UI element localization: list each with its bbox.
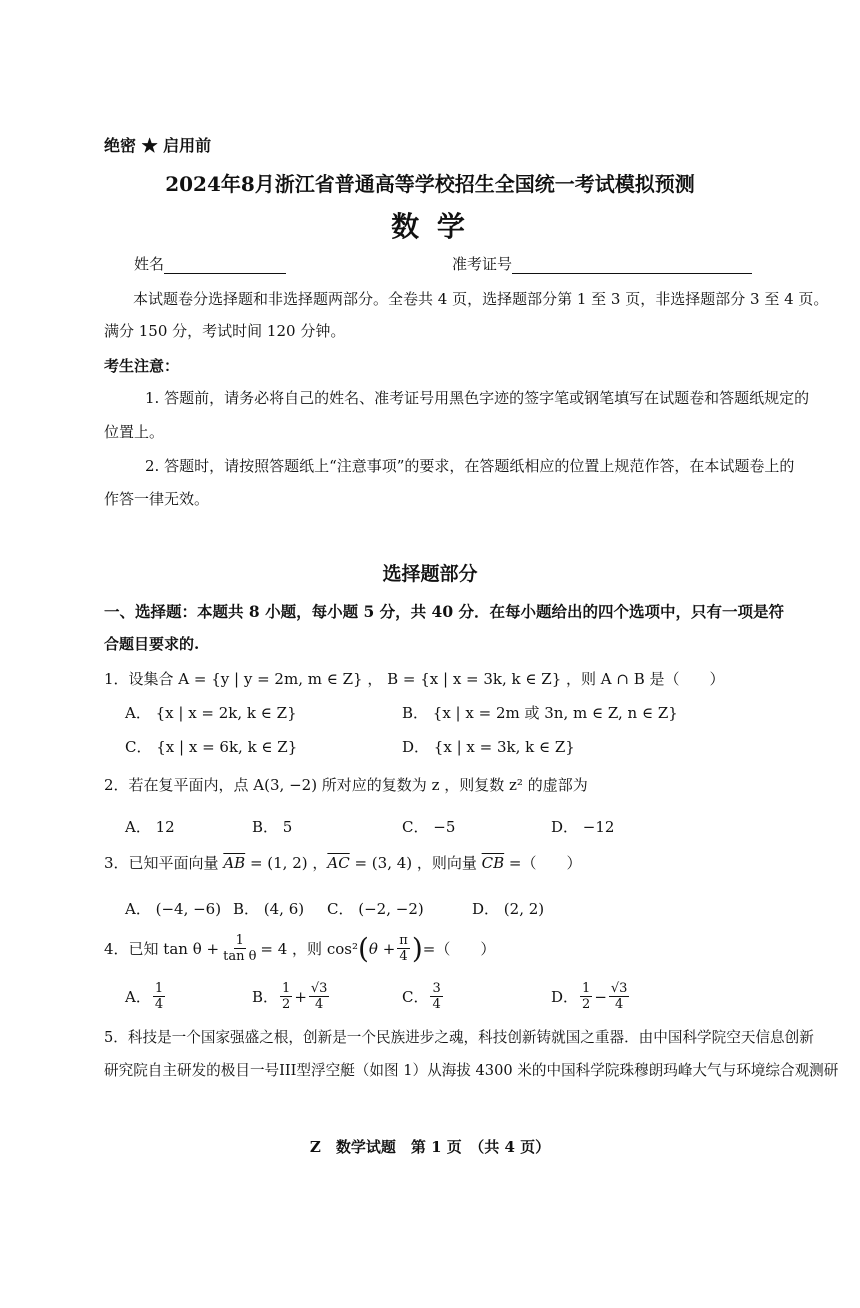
q4-d-d2: 4 — [615, 997, 624, 1012]
q2-option-d[interactable]: D． −12 — [551, 818, 615, 836]
q4-option-a-fraction — [153, 982, 165, 1011]
q4-a-den: 4 — [154, 997, 164, 1012]
q4-d-n1: 1 — [582, 981, 591, 996]
id-field[interactable] — [452, 253, 752, 274]
intro-line1: 本试题卷分选择题和非选择题两部分。全卷共 4 页，选择题部分第 1 至 3 页，非选择题部分 3 至 4 页。 — [133, 290, 829, 308]
q4-paren-open: ( — [357, 931, 369, 965]
q4-theta-plus: θ + — [368, 939, 396, 958]
q3-stem-eq1: = (1, 2) ， — [245, 854, 328, 872]
notice-item2-line1: 2. 答题时，请按照答题纸上“注意事项”的要求，在答题纸相应的位置上规范作答，在本试题卷上的 — [145, 457, 795, 475]
q4-paren-close: ) — [411, 931, 423, 965]
q5-line2: 研究院自主研发的极目一号III型浮空艇（如图 1）从海拔 4300 米的中国科学院珠穆朗玛峰大气与环境综合观测研 — [104, 1062, 839, 1079]
exam-title: 2024年8月浙江省普通高等学校招生全国统一考试模拟预测 — [165, 172, 695, 196]
id-blank[interactable] — [512, 259, 752, 274]
q3-vector-ab: $\overline{AB}$ — [223, 854, 246, 872]
q1-stem: 1．设集合 A = {y | y = 2m, m ∈ Z} ， B = {x | x = 3k, k ∈ Z} ，则 A ∩ B 是（ ） — [104, 670, 725, 688]
intro-line2: 满分 150 分，考试时间 120 分钟。 — [104, 322, 346, 340]
q4-option-b-label: B． — [252, 988, 279, 1006]
q4-option-c[interactable] — [402, 982, 445, 1011]
q3-stem-eq3: =（ ） — [504, 854, 582, 872]
q3-vector-cb: $\overline{CB}$ — [481, 854, 505, 872]
section-instruction-line2: 合题目要求的. — [104, 635, 200, 653]
q4-f1-num: 1 — [235, 933, 244, 948]
q1-option-b[interactable]: B． {x | x = 2m 或 3n, m ∈ Z, n ∈ Z} — [402, 704, 678, 722]
q4-fraction-inverse-tan — [221, 934, 258, 963]
name-blank[interactable] — [164, 259, 286, 274]
q1-option-d[interactable]: D． {x | x = 3k, k ∈ Z} — [402, 738, 575, 756]
q4-option-a[interactable] — [125, 982, 167, 1011]
q4-fraction-pi-over-4 — [397, 934, 410, 963]
q4-d-op: − — [594, 987, 607, 1006]
subject-title: 数 学 — [391, 210, 469, 243]
name-label: 姓名 — [134, 255, 165, 273]
q4-b-d2: 4 — [315, 997, 324, 1012]
q5-line1: 5．科技是一个国家强盛之根，创新是一个民族进步之魂，科技创新铸就国之重器．由中国科学院空天信息创新 — [104, 1029, 814, 1046]
q2-stem: 2．若在复平面内，点 A(3, −2) 所对应的复数为 z ，则复数 z² 的虚部为 — [104, 776, 588, 794]
section-instruction-line1: 一、选择题：本题共 8 小题，每小题 5 分，共 40 分．在每小题给出的四个选项中，只有一项是符 — [104, 602, 785, 621]
q2-option-a[interactable]: A． 12 — [125, 818, 175, 836]
notice-item1-line2: 位置上。 — [104, 423, 165, 441]
q4-c-num: 3 — [432, 981, 441, 996]
q4-b-n1: 1 — [282, 981, 291, 996]
q4-stem-post: =（ ） — [422, 940, 496, 958]
q3-stem — [104, 852, 582, 873]
notice-item1-line1: 1. 答题前，请务必将自己的姓名、准考证号用黑色字迹的签字笔或钢笔填写在试题卷和答题纸规定的 — [145, 389, 810, 407]
q4-stem-mid: = 4 ，则 cos² — [260, 940, 358, 958]
q3-stem-pre: 3．已知平面向量 — [104, 854, 224, 872]
q4-d-d1: 2 — [582, 997, 591, 1012]
q3-option-a[interactable]: A． (−4, −6) — [125, 900, 222, 918]
q4-option-d-frac2 — [609, 982, 630, 1011]
notice-item2-line2: 作答一律无效。 — [104, 490, 210, 508]
section-title: 选择题部分 — [382, 563, 478, 585]
q4-b-op: + — [294, 987, 307, 1006]
q4-option-b-frac1 — [280, 982, 292, 1011]
q4-d-n2: √3 — [610, 981, 628, 996]
page-footer: Z 数学试题 第 1 页 （共 4 页） — [309, 1138, 551, 1156]
q4-a-num: 1 — [154, 981, 164, 996]
q3-vector-ac: $\overline{AC}$ — [327, 854, 350, 872]
q4-option-d-label: D． — [551, 988, 579, 1006]
q1-option-a[interactable]: A． {x | x = 2k, k ∈ Z} — [125, 704, 297, 722]
q4-option-b-frac2 — [309, 982, 330, 1011]
q2-option-b[interactable]: B． 5 — [252, 818, 293, 836]
q4-stem-pre: 4．已知 tan θ + — [104, 940, 220, 958]
q4-b-n2: √3 — [310, 981, 328, 996]
q2-option-c[interactable]: C． −5 — [402, 818, 456, 836]
q3-option-d[interactable]: D． (2, 2) — [472, 900, 545, 918]
notice-heading: 考生注意： — [104, 357, 180, 375]
q4-f1-den: tan θ — [223, 949, 257, 964]
q4-option-c-fraction — [430, 982, 442, 1011]
q4-option-d-frac1 — [580, 982, 592, 1011]
q3-option-b[interactable]: B． (4, 6) — [233, 900, 305, 918]
q4-c-den: 4 — [432, 997, 441, 1012]
q3-option-c[interactable]: C． (−2, −2) — [327, 900, 424, 918]
q4-option-b[interactable] — [252, 982, 331, 1011]
q4-f2-num: π — [399, 933, 408, 948]
id-label: 准考证号 — [452, 255, 513, 273]
q3-stem-eq2: = (3, 4) ，则向量 — [349, 854, 482, 872]
q4-option-a-label: A． — [125, 988, 151, 1006]
q4-option-d[interactable] — [551, 982, 631, 1011]
q4-b-d1: 2 — [282, 997, 291, 1012]
q4-option-c-label: C． — [402, 988, 429, 1006]
q4-stem — [104, 931, 496, 965]
confidential-label: 绝密 ★ 启用前 — [104, 136, 212, 155]
q1-option-c[interactable]: C． {x | x = 6k, k ∈ Z} — [125, 738, 298, 756]
name-field[interactable] — [134, 253, 286, 274]
q4-f2-den: 4 — [399, 949, 408, 964]
